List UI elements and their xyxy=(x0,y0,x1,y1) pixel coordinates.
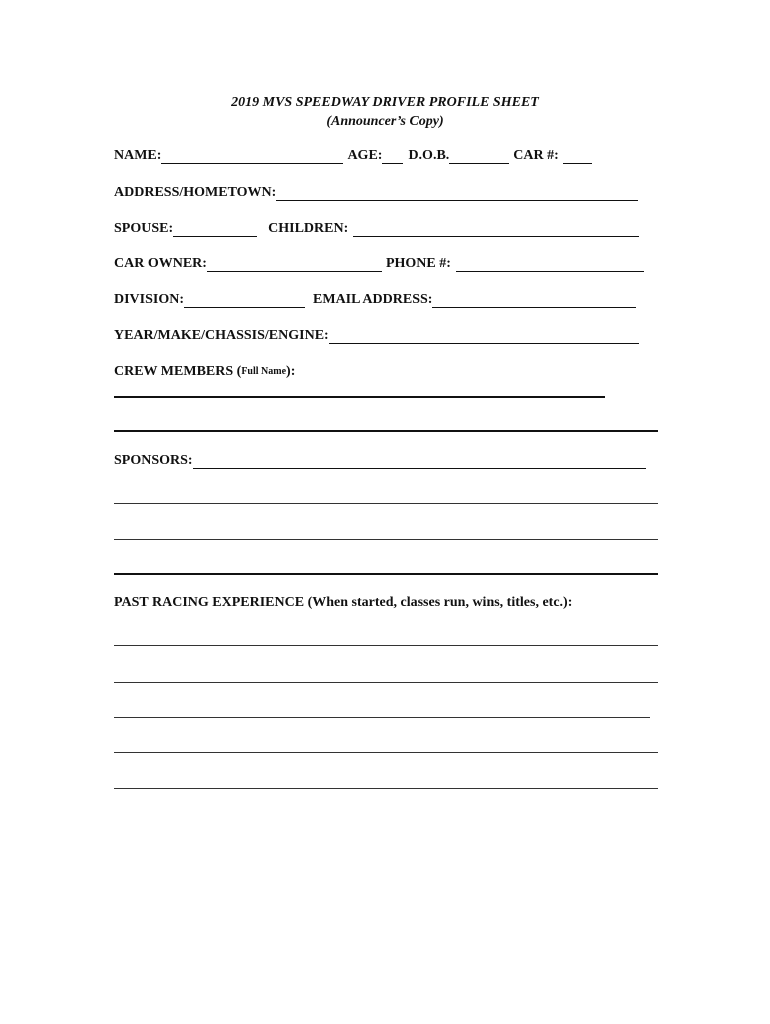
division-label: DIVISION: xyxy=(114,292,185,307)
experience-line-5[interactable] xyxy=(114,788,658,789)
car-owner-label: CAR OWNER: xyxy=(114,256,207,271)
address-row xyxy=(114,183,638,201)
experience-line-4[interactable] xyxy=(114,752,658,753)
year-make-label: YEAR/MAKE/CHASSIS/ENGINE: xyxy=(114,328,329,343)
age-label: AGE: xyxy=(347,148,383,163)
crew-label: CREW MEMBERS ( xyxy=(114,364,242,379)
sponsors-field[interactable] xyxy=(193,455,646,469)
name-label: NAME: xyxy=(114,148,162,163)
phone-label: PHONE #: xyxy=(385,256,451,271)
children-label: CHILDREN: xyxy=(268,221,349,236)
division-field[interactable] xyxy=(184,294,305,308)
address-label: ADDRESS/HOMETOWN: xyxy=(114,185,277,200)
car-owner-field[interactable] xyxy=(207,258,382,272)
car-number-field[interactable] xyxy=(563,150,592,164)
dob-label: D.O.B. xyxy=(408,148,450,163)
year-make-field[interactable] xyxy=(329,330,639,344)
experience-line-3[interactable] xyxy=(114,717,650,718)
sponsors-label: SPONSORS: xyxy=(114,453,193,468)
car-number-label: CAR #: xyxy=(513,148,559,163)
sponsors-row xyxy=(114,451,646,469)
sponsors-line-3[interactable] xyxy=(114,573,658,575)
crew-suffix: ): xyxy=(286,364,296,379)
crew-line-2[interactable] xyxy=(114,430,658,432)
sponsors-line-2[interactable] xyxy=(114,539,658,540)
crew-note: Full Name xyxy=(241,366,287,377)
email-field[interactable] xyxy=(432,294,636,308)
year-make-row xyxy=(114,326,639,344)
division-row xyxy=(114,290,636,308)
children-field[interactable] xyxy=(353,223,639,237)
dob-field[interactable] xyxy=(449,150,509,164)
experience-line-1[interactable] xyxy=(114,645,658,646)
crew-row xyxy=(114,362,295,380)
email-label: EMAIL ADDRESS: xyxy=(313,292,433,307)
spouse-label: SPOUSE: xyxy=(114,221,174,236)
sponsors-line-1[interactable] xyxy=(114,503,658,504)
document-subtitle: (Announcer’s Copy) xyxy=(326,114,444,129)
past-experience-label: PAST RACING EXPERIENCE (When started, classes run, wins, titles, etc.): xyxy=(114,595,573,610)
name-field[interactable] xyxy=(161,150,343,164)
spouse-row xyxy=(114,219,639,237)
phone-field[interactable] xyxy=(456,258,644,272)
experience-line-2[interactable] xyxy=(114,682,658,683)
address-field[interactable] xyxy=(276,187,638,201)
past-experience-row xyxy=(114,593,572,611)
document-title: 2019 MVS SPEEDWAY DRIVER PROFILE SHEET xyxy=(231,95,539,110)
crew-line-1[interactable] xyxy=(114,396,605,398)
age-field[interactable] xyxy=(382,150,403,164)
name-row xyxy=(114,146,592,164)
spouse-field[interactable] xyxy=(173,223,257,237)
car-owner-row xyxy=(114,254,644,272)
